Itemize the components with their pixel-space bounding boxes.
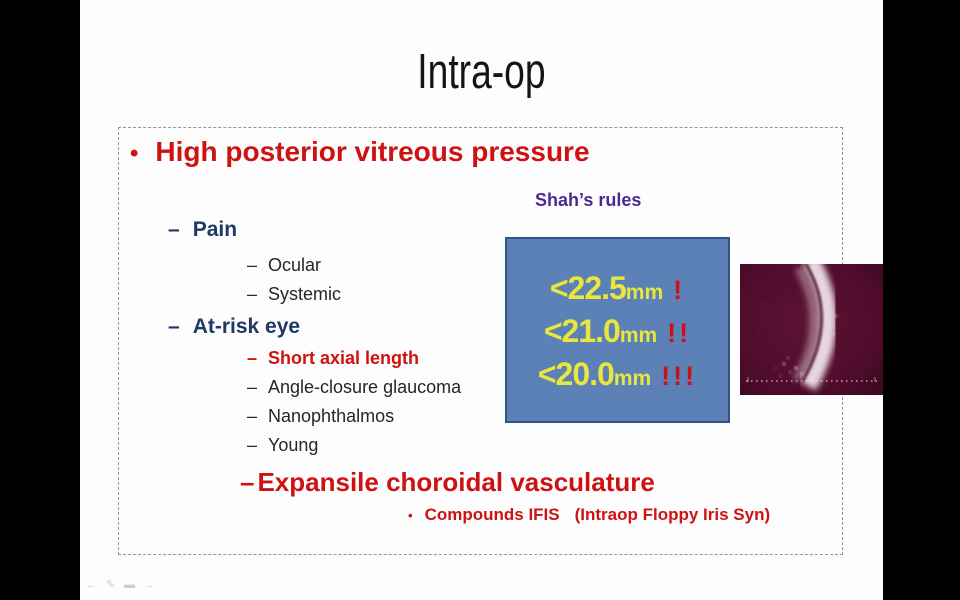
dash-marker: – — [247, 284, 258, 304]
list-item-young — [247, 435, 318, 456]
dash-marker: – — [247, 348, 258, 368]
list-item-expansile-choroidal-vasculature — [240, 467, 655, 498]
slide-title — [80, 44, 883, 100]
list-item-nanophthalmos — [247, 406, 394, 427]
heading-row — [130, 136, 590, 168]
list-item-label: Pain — [192, 218, 238, 241]
previous-slide-icon[interactable]: ← — [86, 579, 97, 591]
list-item-label: Nanophthalmos — [268, 406, 395, 426]
dash-marker: – — [247, 255, 258, 275]
rule-threshold: <22.5 — [549, 270, 626, 306]
slide-title-text: Intra-op — [417, 45, 546, 99]
dash-marker: – — [240, 467, 255, 497]
dash-marker: – — [247, 377, 258, 397]
list-item-ocular — [247, 255, 321, 276]
rule-line — [507, 353, 728, 396]
rule-line — [507, 267, 728, 310]
rule-unit: mm — [613, 367, 652, 390]
list-item-short-axial-length — [247, 348, 419, 369]
list-item-label: Angle-closure glaucoma — [268, 377, 462, 397]
list-item-label: Compounds IFIS — [424, 505, 560, 524]
rule-exclamation: ! — [673, 275, 686, 305]
bullet-marker-icon: • — [130, 140, 139, 167]
list-item-label: Ocular — [268, 255, 322, 275]
dash-marker: – — [247, 435, 258, 455]
ultrasound-bscan-image — [740, 264, 883, 395]
list-item-pain — [168, 218, 237, 242]
rule-unit: mm — [625, 281, 664, 304]
list-item-systemic — [247, 284, 341, 305]
bullet-marker-icon: • — [408, 508, 413, 523]
dash-marker: – — [168, 218, 180, 241]
list-item-angle-closure-glaucoma — [247, 377, 461, 398]
presenter-controls — [86, 578, 155, 592]
rule-exclamation: !!! — [661, 361, 698, 391]
list-item-at-risk-eye — [168, 315, 300, 339]
dash-marker: – — [168, 315, 180, 338]
rule-threshold: <21.0 — [543, 313, 620, 349]
slide-menu-icon[interactable]: ▬ — [124, 579, 136, 591]
shahs-rules-box — [505, 237, 730, 423]
rule-exclamation: !! — [667, 318, 692, 348]
list-item-suffix: (Intraop Floppy Iris Syn) — [574, 505, 771, 524]
list-item-label: Young — [268, 435, 319, 455]
list-item-label: Expansile choroidal vasculature — [257, 467, 655, 497]
next-slide-icon[interactable]: → — [144, 579, 156, 591]
shahs-rules-label: Shah’s rules — [535, 190, 642, 210]
list-item-label: Short axial length — [268, 348, 420, 368]
pen-icon[interactable]: ✎ — [106, 579, 116, 591]
list-item-compounds-ifis — [408, 505, 770, 525]
rule-threshold: <20.0 — [537, 356, 614, 392]
list-item-label: Systemic — [268, 284, 342, 304]
dash-marker: – — [247, 406, 258, 426]
rule-line — [507, 310, 728, 353]
heading-text: High posterior vitreous pressure — [155, 136, 590, 167]
list-item-label: At-risk eye — [192, 315, 301, 338]
rule-unit: mm — [619, 324, 658, 347]
